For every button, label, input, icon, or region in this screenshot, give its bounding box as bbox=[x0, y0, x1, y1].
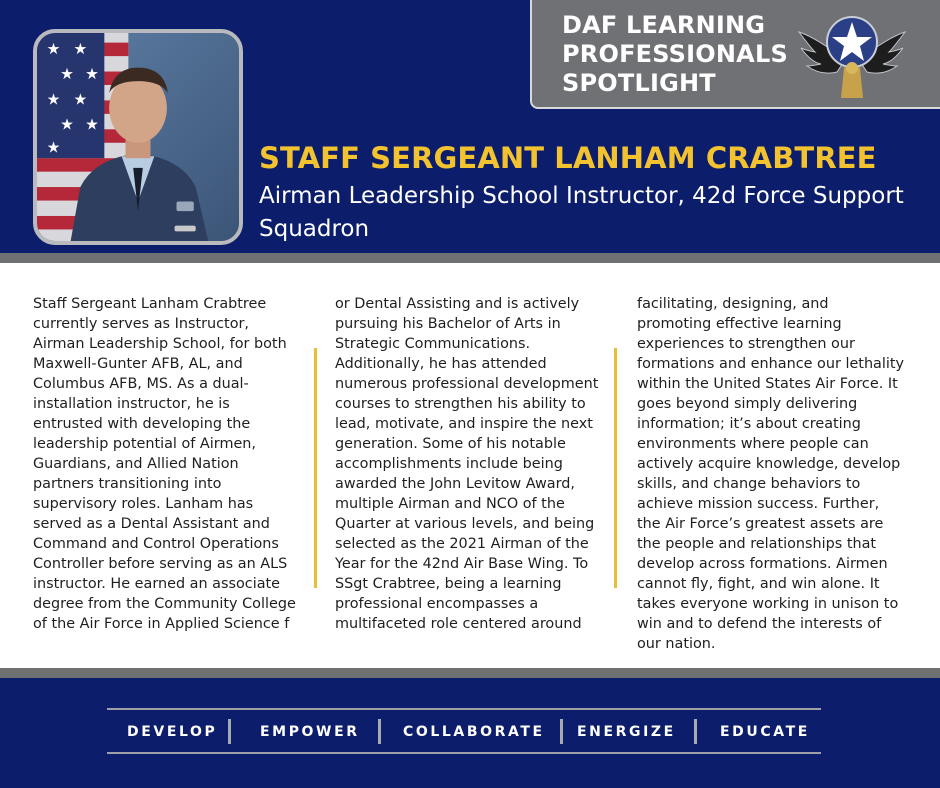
bio-text-line: Guardians, and Allied Nation bbox=[33, 456, 239, 472]
svg-text:★: ★ bbox=[85, 115, 99, 134]
bio-text-line: SSgt Crabtree, being a learning bbox=[335, 576, 562, 592]
bio-column-1 bbox=[33, 294, 303, 634]
bio-text-line: multifaceted role centered around bbox=[335, 616, 582, 632]
bio-text-line: served as a Dental Assistant and bbox=[33, 516, 270, 532]
bio-text-line: our nation. bbox=[637, 636, 716, 652]
bio-text-line: professional encompasses a bbox=[335, 596, 539, 612]
bio-text-line: leadership potential of Airmen, bbox=[33, 436, 257, 452]
portrait-photo bbox=[33, 29, 243, 245]
pillar-empower: EMPOWER bbox=[260, 724, 360, 740]
bio-text-line: environments where people can bbox=[637, 436, 869, 452]
bio-text-line: awarded the John Levitow Award, bbox=[335, 476, 575, 492]
bio-text-line: skills, and change behaviors to bbox=[637, 476, 861, 492]
bio-text-line: pursuing his Bachelor of Arts in bbox=[335, 316, 561, 332]
svg-text:★: ★ bbox=[60, 115, 74, 134]
pillar-separator bbox=[378, 719, 381, 744]
bio-text-line: Year for the 42nd Air Base Wing. To bbox=[335, 556, 589, 572]
header-divider-stripe bbox=[0, 253, 940, 263]
pillar-separator bbox=[228, 719, 231, 744]
spotlight-title-line: DAF LEARNING bbox=[562, 11, 766, 39]
bio-column-3 bbox=[637, 294, 915, 654]
bio-text-line: Controller before serving as an ALS bbox=[33, 556, 288, 572]
footer-top-rule bbox=[107, 708, 821, 710]
bio-text-line: Quarter at various levels, and being bbox=[335, 516, 595, 532]
bio-text-line: promoting effective learning bbox=[637, 316, 842, 332]
svg-text:★: ★ bbox=[46, 90, 61, 109]
bio-text-line: currently serves as Instructor, bbox=[33, 316, 249, 332]
person-role-line: Squadron bbox=[259, 216, 370, 242]
bio-text-line: Columbus AFB, MS. As a dual- bbox=[33, 376, 249, 392]
bio-text-line: the people and relationships that bbox=[637, 536, 877, 552]
portrait-image bbox=[37, 33, 239, 241]
bio-text-line: facilitating, designing, and bbox=[637, 296, 829, 312]
bio-text-line: or Dental Assisting and is actively bbox=[335, 296, 580, 312]
svg-text:★: ★ bbox=[60, 65, 74, 84]
svg-text:★: ★ bbox=[46, 40, 61, 59]
column-divider bbox=[614, 348, 617, 588]
bio-text-line: of the Air Force in Applied Science f bbox=[33, 616, 290, 632]
bio-text-line: multiple Airman and NCO of the bbox=[335, 496, 565, 512]
bio-text-line: entrusted with developing the bbox=[33, 416, 251, 432]
bio-text-line: actively acquire knowledge, develop bbox=[637, 456, 901, 472]
footer-bottom-rule bbox=[107, 752, 821, 754]
bio-text-line: Strategic Communications. bbox=[335, 336, 531, 352]
bio-text-line: achieve mission success. Further, bbox=[637, 496, 880, 512]
svg-text:★: ★ bbox=[73, 40, 88, 59]
bio-text-line: courses to strengthen his ability to bbox=[335, 396, 586, 412]
spotlight-title bbox=[562, 11, 792, 98]
pillar-develop: DEVELOP bbox=[127, 724, 218, 740]
bio-text-line: lead, motivate, and inspire the next bbox=[335, 416, 593, 432]
bio-text-line: takes everyone working in unison to bbox=[637, 596, 899, 612]
bio-text-line: experiences to strengthen our bbox=[637, 336, 855, 352]
bio-text-line: formations and enhance our lethality bbox=[637, 356, 905, 372]
bio-text-line: goes beyond simply delivering bbox=[637, 396, 858, 412]
bio-text-line: supervisory roles. Lanham has bbox=[33, 496, 254, 512]
bio-text-line: partners transitioning into bbox=[33, 476, 222, 492]
bio-text-line: numerous professional development bbox=[335, 376, 599, 392]
bio-text-line: within the United States Air Force. It bbox=[637, 376, 898, 392]
bio-text-line: Airman Leadership School, for both bbox=[33, 336, 287, 352]
person-role bbox=[259, 180, 919, 246]
pillar-collaborate: COLLABORATE bbox=[403, 724, 545, 740]
bio-text-line: the Air Force’s greatest assets are bbox=[637, 516, 884, 532]
bio-text-line: cannot fly, fight, and win alone. It bbox=[637, 576, 880, 592]
bio-text-line: degree from the Community College bbox=[33, 596, 296, 612]
bio-text-line: Staff Sergeant Lanham Crabtree bbox=[33, 296, 267, 312]
bio-text-line: Additionally, he has attended bbox=[335, 356, 547, 372]
bio-text-line: Maxwell-Gunter AFB, AL, and bbox=[33, 356, 243, 372]
spotlight-banner bbox=[530, 0, 940, 109]
pillar-energize: ENERGIZE bbox=[577, 724, 676, 740]
svg-text:★: ★ bbox=[73, 90, 88, 109]
bio-text-line: Command and Control Operations bbox=[33, 536, 279, 552]
pillar-separator bbox=[560, 719, 563, 744]
bio-text-line: accomplishments include being bbox=[335, 456, 563, 472]
bio-text-line: develop across formations. Airmen bbox=[637, 556, 888, 572]
footer-divider-stripe bbox=[0, 668, 940, 678]
bio-text-line: instructor. He earned an associate bbox=[33, 576, 281, 592]
person-name: STAFF SERGEANT LANHAM CRABTREE bbox=[259, 141, 877, 175]
spotlight-title-line: SPOTLIGHT bbox=[562, 69, 716, 97]
bio-text-line: generation. Some of his notable bbox=[335, 436, 566, 452]
bio-text-line: win and to defend the interests of bbox=[637, 616, 882, 632]
bio-text-line: selected as the 2021 Airman of the bbox=[335, 536, 589, 552]
svg-text:★: ★ bbox=[46, 138, 61, 157]
bio-text-line: information; it’s about creating bbox=[637, 416, 861, 432]
air-force-emblem-icon bbox=[797, 8, 907, 100]
pillar-educate: EDUCATE bbox=[720, 724, 810, 740]
bio-text-line: installation instructor, he is bbox=[33, 396, 230, 412]
person-role-line: Airman Leadership School Instructor, 42d Force Support bbox=[259, 183, 904, 209]
column-divider bbox=[314, 348, 317, 588]
spotlight-title-line: PROFESSIONALS bbox=[562, 40, 788, 68]
bio-column-2 bbox=[335, 294, 599, 634]
pillar-separator bbox=[694, 719, 697, 744]
svg-text:★: ★ bbox=[85, 65, 99, 84]
